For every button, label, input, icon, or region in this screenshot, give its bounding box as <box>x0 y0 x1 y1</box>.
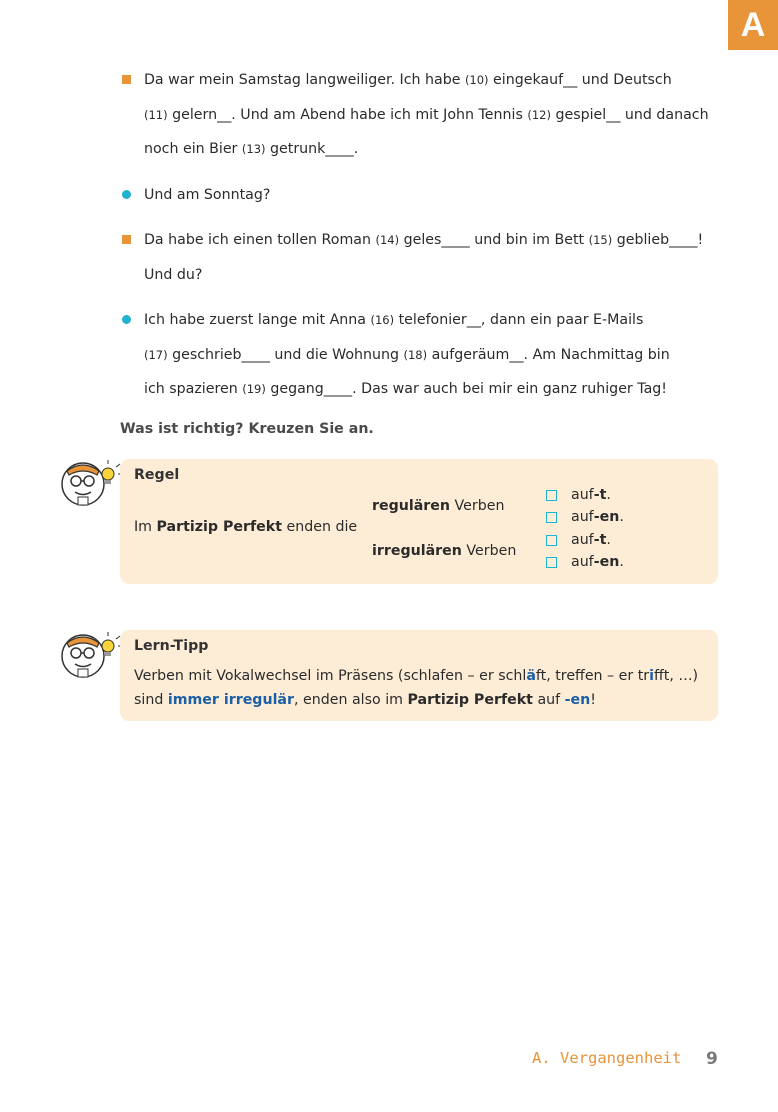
dialog-text: noch ein Bier <box>144 141 242 157</box>
professor-mascot-icon <box>58 629 124 679</box>
checkbox-icon[interactable] <box>546 557 557 568</box>
dialog-text: gespiel__ und danach <box>550 106 709 123</box>
dialog-text: Und du? <box>144 266 203 283</box>
gap-number: (19) <box>242 382 266 396</box>
dialog-turn <box>120 303 710 407</box>
dialog-exercise <box>120 63 710 418</box>
gap-number: (18) <box>403 347 428 362</box>
rule-sentence: Im Partizip Perfekt enden die <box>134 519 358 535</box>
dialog-text: Und am Sonntag? <box>144 186 271 203</box>
checkbox-icon[interactable] <box>546 535 557 546</box>
rule-title: Regel <box>134 467 180 483</box>
dialog-text: ich spazieren <box>144 381 243 397</box>
speaker-circle-icon <box>122 315 131 324</box>
irregular-verbs-label: irregulären Verben <box>372 543 517 559</box>
dialog-text: Ich habe zuerst lange mit Anna <box>144 312 371 328</box>
gap-number: (13) <box>241 142 266 156</box>
dialog-text: getrunk____. <box>265 141 359 157</box>
dialog-text: aufgeräum__. Am Nachmittag bin <box>427 346 670 363</box>
dialog-turn <box>120 63 710 167</box>
professor-mascot-icon <box>58 457 124 507</box>
gap-number: (10) <box>464 73 489 87</box>
dialog-text: geles____ und bin im Bett <box>399 232 589 248</box>
tip-text: Verben mit Vokalwechsel im Präsens (schlafen – er schläft, treffen – er trifft, …) sind immer irregulär, enden also im Partizip Perfekt auf -en! <box>134 668 699 708</box>
task-instruction: Was ist richtig? Kreuzen Sie an. <box>120 421 374 437</box>
dialog-turn <box>120 223 710 292</box>
gap-number: (17) <box>144 347 168 362</box>
dialog-turn <box>120 178 710 213</box>
gap-number: (11) <box>144 107 168 122</box>
regular-verbs-label: regulären Verben <box>372 498 505 514</box>
speaker-square-icon <box>122 75 131 84</box>
dialog-text: gelern__. Und am Abend habe ich mit John Tennis <box>167 106 528 123</box>
speaker-circle-icon <box>122 190 131 199</box>
gap-number: (14) <box>375 233 400 247</box>
dialog-text: gegang____. Das war auch bei mir ein ganz ruhiger Tag! <box>265 381 667 397</box>
footer-chapter: A. Vergangenheit <box>532 1049 682 1067</box>
dialog-text: geblieb____! <box>612 232 704 248</box>
gap-number: (12) <box>527 107 551 122</box>
chapter-tab: A <box>728 0 778 50</box>
dialog-text: telefonier__, dann ein paar E-Mails <box>394 312 644 328</box>
option-regular-t[interactable]: auf -t . <box>546 487 611 503</box>
dialog-text: Da war mein Samstag langweiliger. Ich habe <box>144 72 465 88</box>
option-irregular-t[interactable]: auf -t . <box>546 532 611 548</box>
gap-number: (16) <box>370 313 395 327</box>
gap-number: (15) <box>588 233 613 247</box>
dialog-text: geschrieb____ und die Wohnung <box>167 346 404 363</box>
option-irregular-en[interactable]: auf -en . <box>546 554 624 570</box>
speaker-square-icon <box>122 235 131 244</box>
dialog-text: eingekauf__ und Deutsch <box>488 72 672 88</box>
option-regular-en[interactable]: auf -en . <box>546 509 624 525</box>
checkbox-icon[interactable] <box>546 512 557 523</box>
checkbox-icon[interactable] <box>546 490 557 501</box>
page-number: 9 <box>706 1049 718 1069</box>
tip-title: Lern-Tipp <box>134 638 209 654</box>
learning-tip-box <box>120 630 718 721</box>
rule-box <box>120 459 718 584</box>
dialog-text: Da habe ich einen tollen Roman <box>144 232 376 248</box>
